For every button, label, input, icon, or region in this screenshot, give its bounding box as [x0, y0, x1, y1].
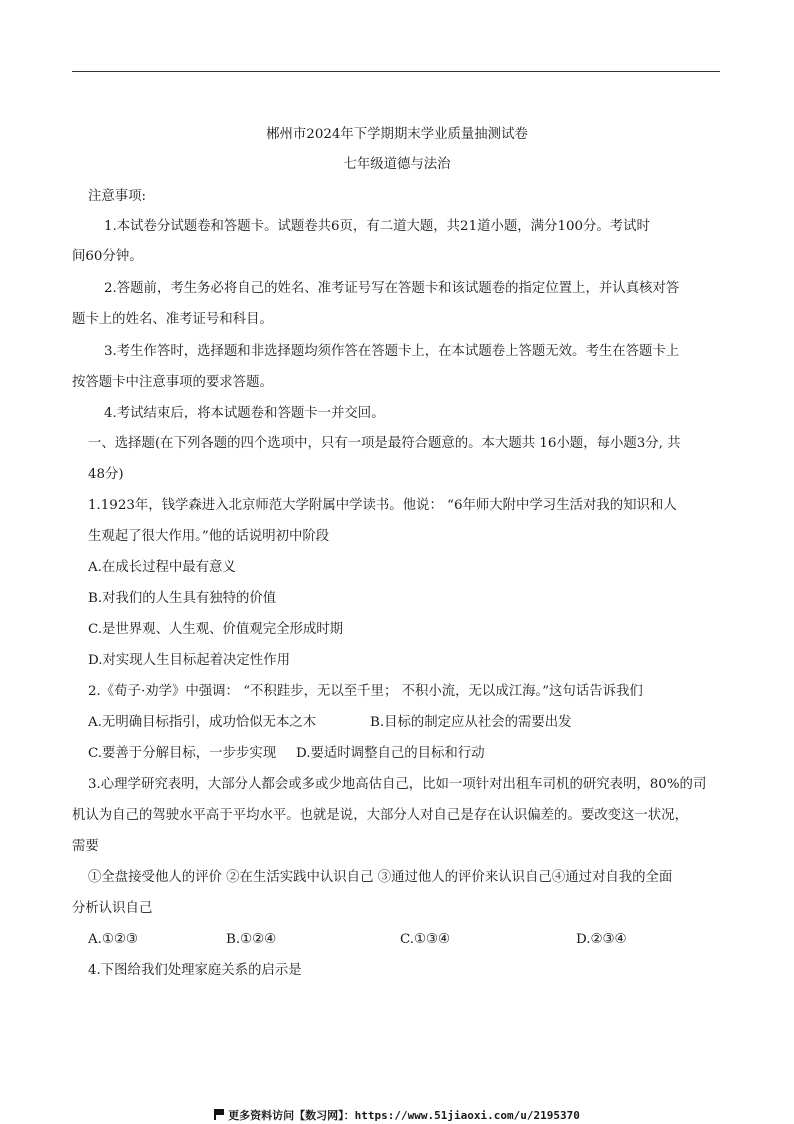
q1-option-a: A.在成长过程中最有意义 — [88, 560, 236, 575]
footer-link[interactable] — [0, 1107, 794, 1123]
notice-line: 按答题卡中注意事项的要求答题。 — [72, 375, 273, 390]
q3-option-d: D.②③④ — [576, 932, 627, 947]
notice-line: 1.本试卷分试题卷和答题卡。试题卷共6页，有二道大题，共21道小题，满分100分。考试时 — [104, 219, 650, 234]
q2-option-d: D.要适时调整自己的目标和行动 — [296, 746, 485, 761]
notice-line: 间60分钟。 — [72, 249, 143, 264]
exam-title: 郴州市2024年下学期期末学业质量抽测试卷 — [266, 127, 528, 142]
q3-items-cont: 分析认识自己 — [72, 901, 153, 916]
q3-stem-cont: 需要 — [72, 839, 99, 854]
section-heading: 一、选择题(在下列各题的四个选项中，只有一项是最符合题意的。本大题共 16小题，每小题3分, 共 — [88, 436, 681, 451]
q3-option-a: A.①②③ — [88, 932, 138, 947]
section-heading-cont: 48分) — [88, 467, 124, 482]
footer-text: 更多资料访问【数习网】：https://www.51jiaoxi.com/u/2195370 — [228, 1109, 580, 1122]
notice-line: 4.考试结束后，将本试题卷和答题卡一并交回。 — [104, 406, 385, 421]
header-rule — [72, 71, 720, 72]
notice-line: 题卡上的姓名、准考证号和科目。 — [72, 312, 273, 327]
q1-option-c: C.是世界观、人生观、价值观完全形成时期 — [88, 622, 344, 637]
notice-line: 3.考生作答时，选择题和非选择题均须作答在答题卡上，在本试题卷上答题无效。考生在答题卡上 — [104, 344, 680, 359]
q2-option-c: C.要善于分解目标，一步步实现 — [88, 746, 277, 761]
notice-heading: 注意事项: — [88, 189, 147, 204]
q3-stem-cont: 机认为自己的驾驶水平高于平均水平。也就是说，大部分人对自己是存在认识偏差的。要改变这一状况， — [72, 808, 688, 823]
q1-stem: 1.1923年，钱学森进入北京师范大学附属中学读书。他说： “6年师大附中学习生活对我的知识和人 — [88, 498, 677, 513]
q3-option-b: B.①②④ — [226, 932, 277, 947]
q1-option-d: D.对实现人生目标起着决定性作用 — [88, 653, 290, 668]
q1-option-b: B.对我们的人生具有独特的价值 — [88, 591, 277, 606]
q2-option-b: B.目标的制定应从社会的需要出发 — [370, 715, 572, 730]
q4-stem: 4.下图给我们处理家庭关系的启示是 — [88, 963, 302, 978]
notice-line: 2.答题前，考生务必将自己的姓名、准考证号写在答题卡和该试题卷的指定位置上，并认真核对答 — [104, 281, 680, 296]
q3-option-c: C.①③④ — [400, 932, 451, 947]
q1-stem-cont: 生观起了很大作用。”他的话说明初中阶段 — [88, 529, 330, 544]
q2-option-a: A.无明确目标指引，成功恰似无本之木 — [88, 715, 317, 730]
q3-stem: 3.心理学研究表明，大部分人都会或多或少地高估自己，比如一项针对出租车司机的研究表明，80%的司 — [88, 777, 707, 792]
q3-items: ①全盘接受他人的评价 ②在生活实践中认识自己 ③通过他人的评价来认识自己④通过对自我的全面 — [88, 870, 673, 885]
q2-stem: 2.《荀子·劝学》中强调： “不积跬步，无以至千里； 不积小流，无以成江海。”这句话告诉我们 — [88, 684, 643, 699]
exam-subject: 七年级道德与法治 — [343, 157, 451, 172]
flag-icon — [214, 1109, 224, 1120]
